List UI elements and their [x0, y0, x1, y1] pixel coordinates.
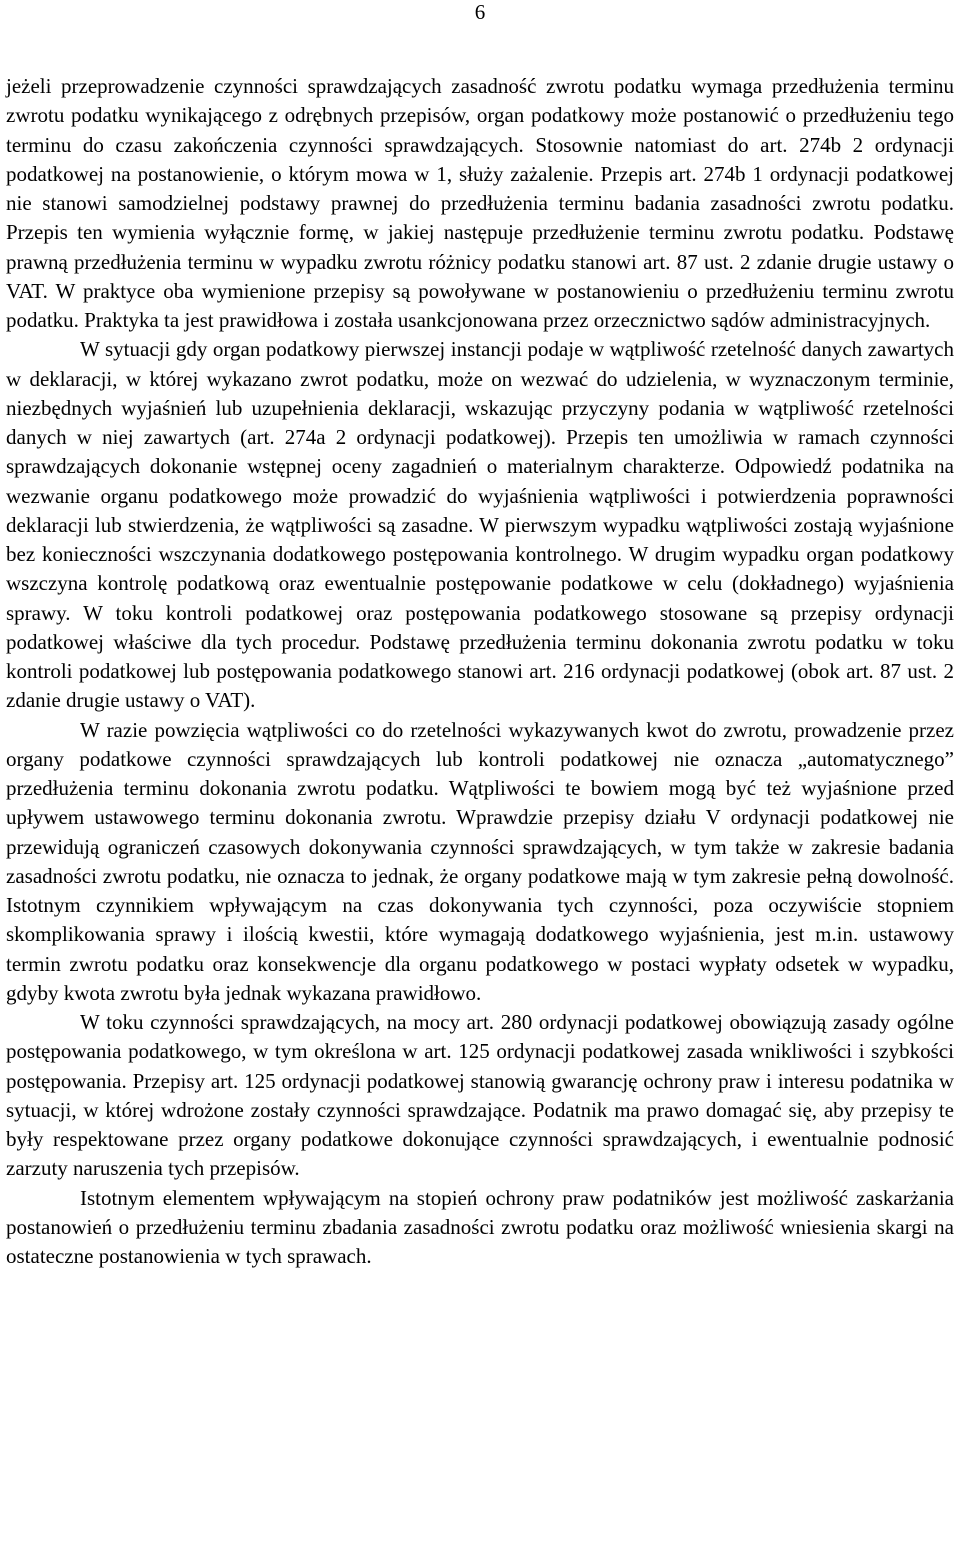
paragraph: W razie powzięcia wątpliwości co do rzetelności wykazywanych kwot do zwrotu, prowadzenie przez organy podatkowe czynności sprawdzających lub kontroli podatkowej nie oznacza „automatycznego” przedłużenia terminu dokonania zwrotu podatku. Wątpliwości te bowiem mogą być też wyjaśnione przed upływem ustawowego terminu dokonania zwrotu. Wprawdzie przepisy działu V ordynacji podatkowej nie przewidują ograniczeń czasowych dokonywania czynności sprawdzających, w tym także w zakresie badania zasadności zwrotu podatku, nie oznacza to jednak, że organy podatkowe mają w tym zakresie pełną dowolność. Istotnym czynnikiem wpływającym na czas dokonywania tych czynności, poza oczywiście stopniem skomplikowania sprawy i ilością kwestii, które wymagają dodatkowego wyjaśnienia, jest m.in. ustawowy termin zwrotu podatku oraz konsekwencje dla organu podatkowego w postaci wypłaty odsetek w wypadku, gdyby kwota zwrotu była jednak wykazana prawidłowo.	[6, 717, 954, 1005]
paragraph: jeżeli przeprowadzenie czynności sprawdzających zasadność zwrotu podatku wymaga przedłużenia terminu zwrotu podatku wynikającego z odrębnych przepisów, organ podatkowy może postanowić o przedłużeniu tego terminu do czasu zakończenia czynności sprawdzających. Stosownie natomiast do art. 274b 2 ordynacji podatkowej na postanowienie, o którym mowa w 1, służy zażalenie. Przepis art. 274b 1 ordynacji podatkowej nie stanowi samodzielnej podstawy prawnej do przedłużenia terminu badania zasadności zwrotu podatku. Przepis ten wymienia wyłącznie formę, w jakiej następuje przedłużenie terminu zwrotu podatku. Podstawę prawną przedłużenia terminu w wypadku zwrotu różnicy podatku stanowi art. 87 ust. 2 zdanie drugie ustawy o VAT. W praktyce oba wymienione przepisy są powoływane w postanowieniu o przedłużeniu terminu zwrotu podatku. Praktyka ta jest prawidłowa i została usankcjonowana przez orzecznictwo sądów administracyjnych.	[6, 74, 954, 332]
paragraph: W sytuacji gdy organ podatkowy pierwszej instancji podaje w wątpliwość rzetelność danych zawartych w deklaracji, w której wykazano zwrot podatku, może on wezwać do udzielenia, w wyznaczonym terminie, niezbędnych wyjaśnień lub uzupełnienia deklaracji, wskazując przyczyny podania w wątpliwość rzetelności danych w niej zawartych (art. 274a 2 ordynacji podatkowej). Przepis ten umożliwia w ramach czynności sprawdzających dokonanie wstępnej oceny zagadnień o materialnym charakterze. Odpowiedź podatnika na wezwanie organu podatkowego może prowadzić do wyjaśnienia wątpliwości i potwierdzenia poprawności deklaracji lub stwierdzenia, że wątpliwości są zasadne. W pierwszym wypadku wątpliwości zostają wyjaśnione bez konieczności wszczynania dodatkowego postępowania kontrolnego. W drugim wypadku organ podatkowy wszczyna kontrolę podatkową oraz ewentualnie postępowanie podatkowe w celu (dokładnego) wyjaśnienia sprawy. W toku kontroli podatkowej oraz postępowania podatkowego stosowane są przepisy ordynacji podatkowej właściwe dla tych procedur. Podstawę przedłużenia terminu dokonania zwrotu podatku w toku kontroli podatkowej lub postępowania podatkowego stanowi art. 216 ordynacji podatkowej (obok art. 87 ust. 2 zdanie drugie ustawy o VAT).	[6, 337, 954, 713]
paragraph: Istotnym elementem wpływającym na stopień ochrony praw podatników jest możliwość zaskarżania postanowień o przedłużeniu terminu zbadania zasadności zwrotu podatku oraz możliwość wniesienia skargi na ostateczne postanowienia w tych sprawach.	[6, 1185, 954, 1268]
page-number: 6	[474, 0, 486, 24]
document-body	[6, 72, 954, 1271]
paragraph: W toku czynności sprawdzających, na mocy art. 280 ordynacji podatkowej obowiązują zasady ogólne postępowania podatkowego, w tym określona w art. 125 ordynacji podatkowej zasada wnikliwości i szybkości postępowania. Przepisy art. 125 ordynacji podatkowej stanowią gwarancję ochrony praw i interesu podatnika w sytuacji, w której wdrożone zostały czynności sprawdzające. Podatnik ma prawo domagać się, aby przepisy te były respektowane przez organy podatkowe dokonujące czynności sprawdzających, i ewentualnie podnosić zarzuty naruszenia tych przepisów.	[6, 1010, 954, 1181]
